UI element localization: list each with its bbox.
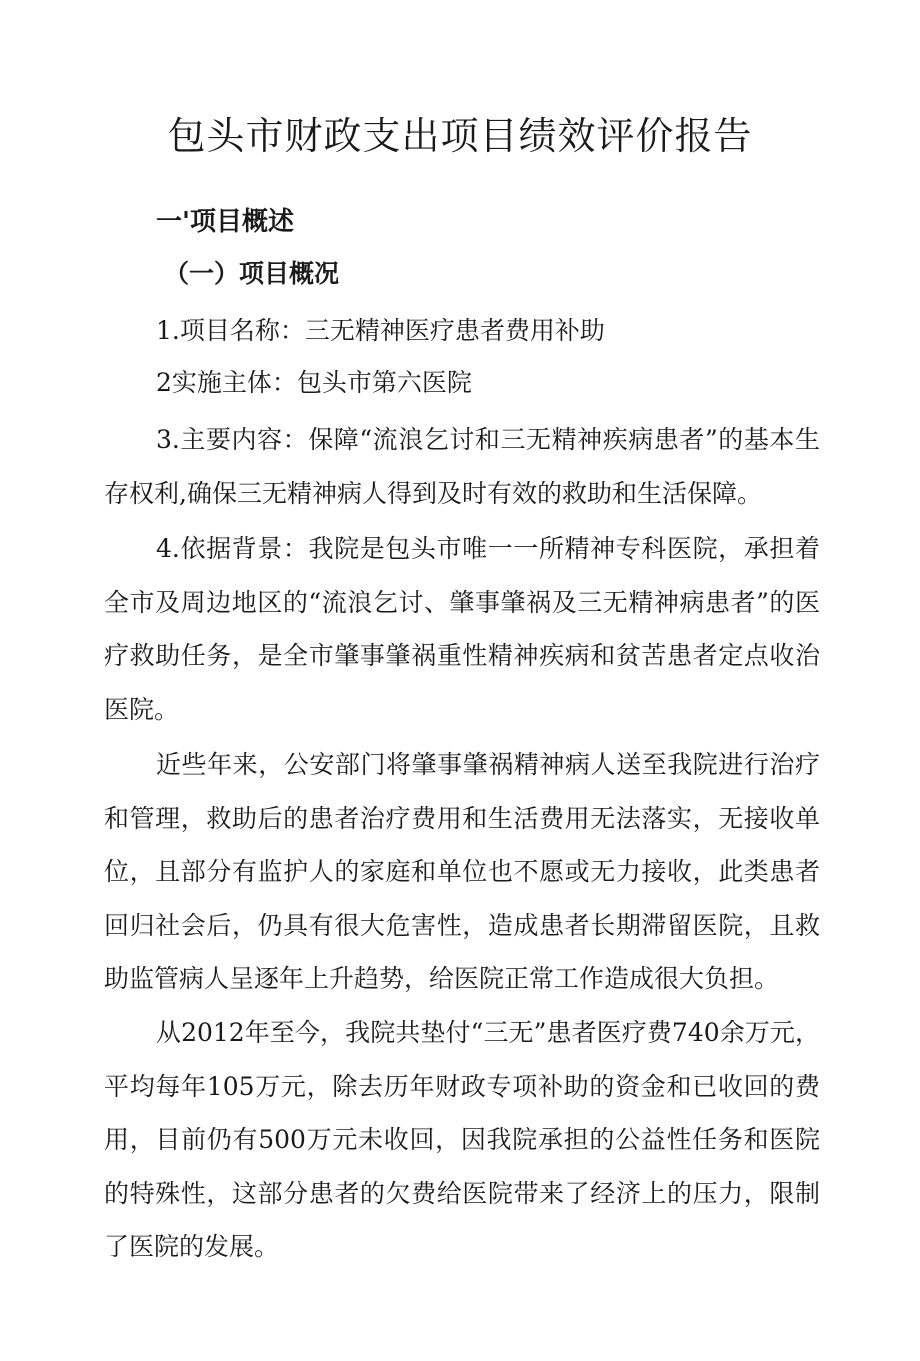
report-title: 包头市财政支出项目绩效评价报告 [167,114,753,158]
subsection-heading-project-summary: （一）项目概况 [164,259,340,288]
section-heading-overview: 一'项目概述 [156,207,294,237]
item-project-name: 1.项目名称：三无精神医疗患者费用补助 [156,316,605,345]
item-background: 4.依据背景：我院是包头市唯一一所精神专科医院，承担着全市及周边地区的“流浪乞讨、肇事肇祸及三无精神病患者”的医疗救助任务，是全市肇事肇祸重性精神疾病和贫苦患者定点收治医院。 [104,534,820,724]
paragraph-funding: 从2012年至今，我院共垫付“三无”患者医疗费740余万元，平均每年105万元，除去历年财政专项补助的资金和已收回的费用，目前仍有500万元未收回，因我院承担的公益性任务和医院的特殊性，这部分患者的欠费给医院带来了经济上的压力，限制了医院的发展。 [104,1018,820,1261]
item-main-content: 3.主要内容：保障“流浪乞讨和三无精神疾病患者”的基本生存权利,确保三无精神病人得到及时有效的救助和生活保障。 [104,425,820,508]
item-implementing-entity: 2实施主体：包头市第六医院 [156,368,472,397]
paragraph-recent-years: 近些年来，公安部门将肇事肇祸精神病人送至我院进行治疗和管理，救助后的患者治疗费用和生活费用无法落实，无接收单位，且部分有监护人的家庭和单位也不愿或无力接收，此类患者回归社会后，仍具有很大危害性，造成患者长期滞留医院，且救助监管病人呈逐年上升趋势，给医院正常工作造成很大负担。 [104,750,820,993]
